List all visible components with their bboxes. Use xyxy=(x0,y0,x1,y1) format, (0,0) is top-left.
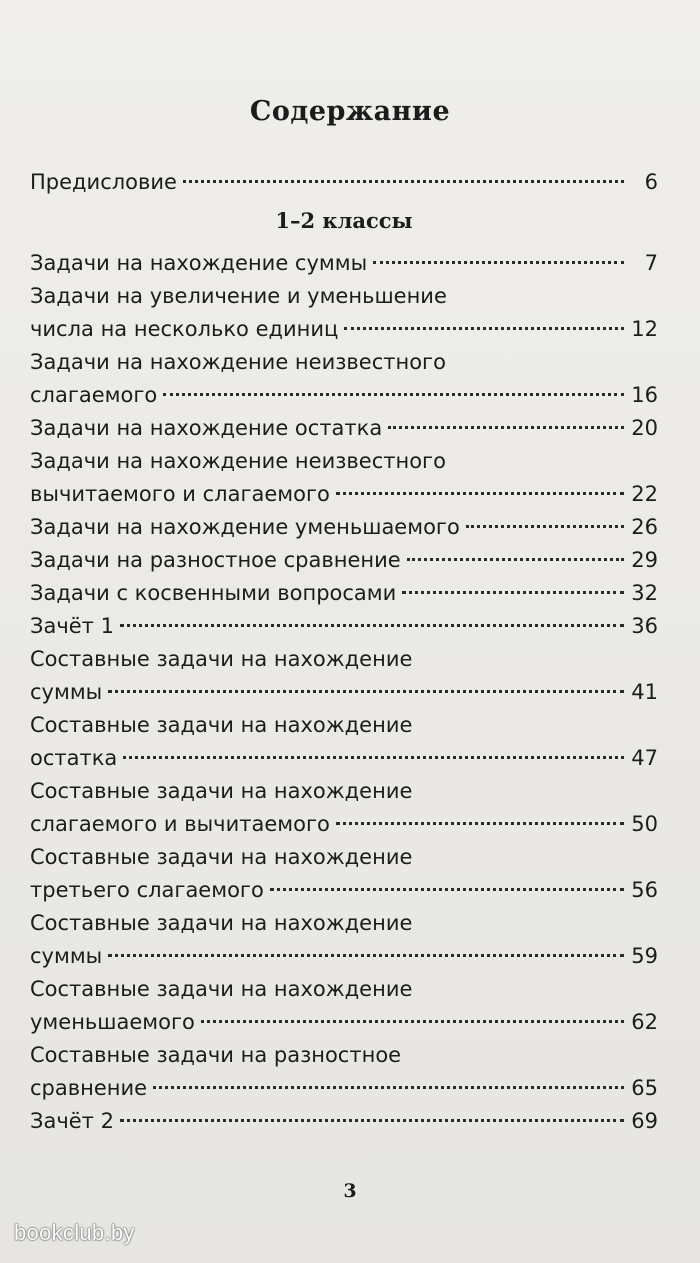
toc-entry xyxy=(30,280,658,346)
toc-page-number: 12 xyxy=(631,317,658,341)
page-number: 3 xyxy=(343,1180,357,1202)
toc-entry-text: Задачи на разностное сравнение xyxy=(30,548,401,572)
toc-entry xyxy=(30,346,658,412)
toc-entry-text: Задачи на нахождение остатка xyxy=(30,416,383,440)
dot-leader xyxy=(270,888,624,891)
toc-entry xyxy=(30,841,658,907)
dot-leader xyxy=(373,261,624,264)
section-heading: 1–2 классы xyxy=(275,208,413,233)
watermark: bookclub.by xyxy=(14,1220,135,1245)
toc-entry-text: числа на несколько единиц xyxy=(30,317,339,341)
table-of-contents xyxy=(30,166,658,1138)
page-title: Содержание xyxy=(249,96,451,127)
toc-page-number: 69 xyxy=(631,1109,658,1133)
dot-leader xyxy=(108,954,624,957)
toc-entry-text: вычитаемого и слагаемого xyxy=(30,482,330,506)
toc-entry-text: суммы xyxy=(30,680,103,704)
dot-leader xyxy=(388,426,624,429)
toc-entry-text: уменьшаемого xyxy=(30,1010,195,1034)
toc-page-number: 20 xyxy=(631,416,658,440)
toc-entry-text: Составные задачи на нахождение xyxy=(30,911,413,935)
toc-page-number: 62 xyxy=(631,1010,658,1034)
toc-entry-text: суммы xyxy=(30,944,103,968)
toc-entry-text: слагаемого xyxy=(30,383,158,407)
toc-page-number: 36 xyxy=(631,614,658,638)
dot-leader xyxy=(336,492,624,495)
toc-entry xyxy=(30,1105,658,1138)
toc-entry-text: Задачи на нахождение суммы xyxy=(30,251,368,275)
dot-leader xyxy=(153,1086,624,1089)
toc-entry xyxy=(30,412,658,445)
toc-entry xyxy=(30,511,658,544)
toc-entry-text: слагаемого и вычитаемого xyxy=(30,812,330,836)
dot-leader xyxy=(108,690,624,693)
toc-entry-text: Составные задачи на нахождение xyxy=(30,845,413,869)
toc-page-number: 59 xyxy=(631,944,658,968)
toc-entry xyxy=(30,445,658,511)
toc-entry xyxy=(30,907,658,973)
dot-leader xyxy=(466,525,624,528)
toc-page-number: 41 xyxy=(631,680,658,704)
toc-page-number: 6 xyxy=(644,170,658,194)
toc-page-number: 65 xyxy=(631,1076,658,1100)
toc-entry-text: остатка xyxy=(30,746,118,770)
dot-leader xyxy=(407,558,624,561)
toc-entry xyxy=(30,544,658,577)
toc-entry xyxy=(30,775,658,841)
toc-page-number: 56 xyxy=(631,878,658,902)
toc-entry xyxy=(30,973,658,1039)
toc-page-number: 50 xyxy=(631,812,658,836)
dot-leader xyxy=(201,1020,624,1023)
toc-entry-text: Зачёт 2 xyxy=(30,1109,114,1133)
toc-entry xyxy=(30,577,658,610)
toc-entry-text: Составные задачи на разностное xyxy=(30,1043,402,1067)
toc-entry-text: Задачи на нахождение уменьшаемого xyxy=(30,515,460,539)
dot-leader xyxy=(123,756,624,759)
toc-entries xyxy=(30,247,658,1138)
toc-entry xyxy=(30,610,658,643)
toc-entry-text: Задачи на нахождение неизвестного xyxy=(30,350,446,374)
toc-entry-text: Зачёт 1 xyxy=(30,614,114,638)
toc-page-number: 26 xyxy=(631,515,658,539)
dot-leader xyxy=(336,822,624,825)
toc-page-number: 7 xyxy=(644,251,658,275)
toc-entry-text: Составные задачи на нахождение xyxy=(30,647,413,671)
toc-page-number: 47 xyxy=(631,746,658,770)
toc-entry-text: Составные задачи на нахождение xyxy=(30,779,413,803)
toc-entry-text: третьего слагаемого xyxy=(30,878,264,902)
toc-page-number: 16 xyxy=(631,383,658,407)
toc-page-number: 22 xyxy=(631,482,658,506)
toc-entry-text: Задачи на увеличение и уменьшение xyxy=(30,284,447,308)
toc-entry xyxy=(30,709,658,775)
toc-entry-text: Задачи с косвенными вопросами xyxy=(30,581,397,605)
toc-entry-preface xyxy=(30,166,658,199)
dot-leader xyxy=(183,180,624,183)
dot-leader xyxy=(120,1119,624,1122)
toc-entry-text: Составные задачи на нахождение xyxy=(30,713,413,737)
dot-leader xyxy=(402,591,624,594)
toc-entry-text: Составные задачи на нахождение xyxy=(30,977,413,1001)
toc-entry-text: Задачи на нахождение неизвестного xyxy=(30,449,446,473)
toc-entry-text: Предисловие xyxy=(30,170,177,194)
dot-leader xyxy=(120,624,624,627)
toc-page-number: 29 xyxy=(631,548,658,572)
toc-entry-text: сравнение xyxy=(30,1076,148,1100)
toc-entry xyxy=(30,247,658,280)
toc-page-number: 32 xyxy=(631,581,658,605)
toc-entry xyxy=(30,1039,658,1105)
toc-entry xyxy=(30,643,658,709)
dot-leader xyxy=(163,393,624,396)
dot-leader xyxy=(344,327,624,330)
